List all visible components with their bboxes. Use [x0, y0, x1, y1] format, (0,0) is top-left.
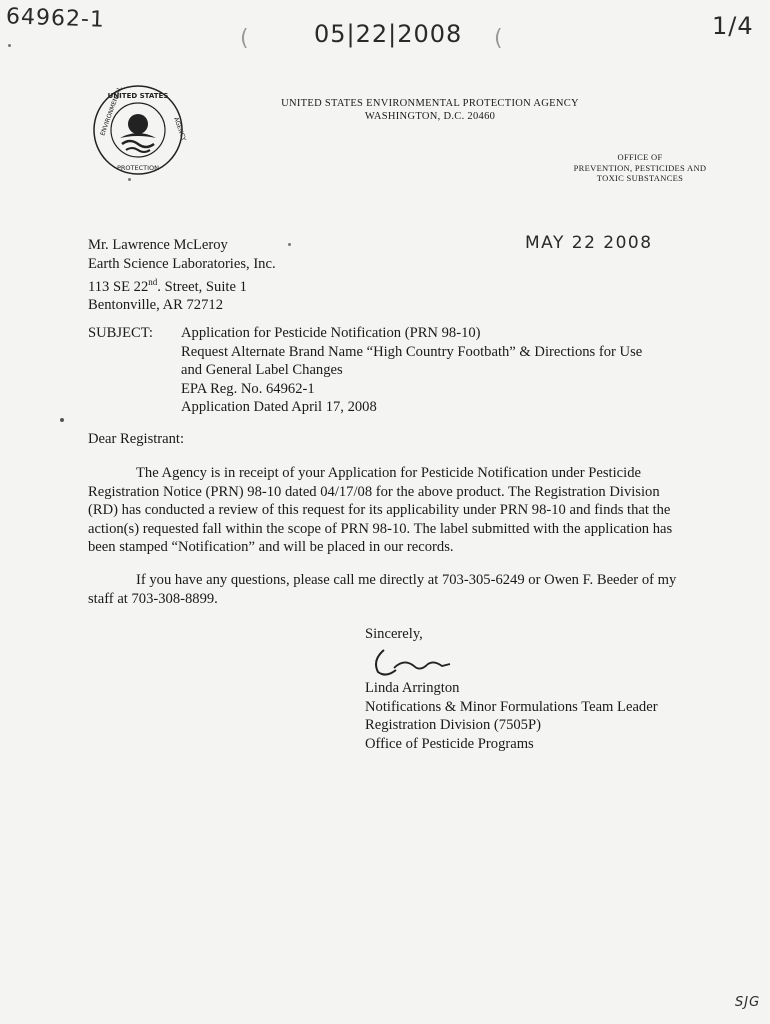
margin-mark — [60, 418, 64, 422]
subject-line: and General Label Changes — [181, 362, 343, 378]
signer-name: Linda Arrington — [365, 680, 460, 696]
paragraph-text: The Agency is in receipt of your Application for Pesticide Notification under Pesticide Registration Notice (PRN) 98-10 dated 04/17/08 for the above product. The Registration Division (RD) has conducted a review of this request for its applicability under PRN 98-10 and finds that the action(s) requested fall within the scope of PRN 98-10. The label submitted with the application has been stamped “Notification” and will be placed in our records. — [88, 465, 673, 555]
office-line: OFFICE OF — [617, 152, 663, 162]
svg-text:AGENCY: AGENCY — [172, 116, 188, 142]
recipient-name: Mr. Lawrence McLeroy — [88, 237, 228, 253]
signer-title: Notifications & Minor Formulations Team Leader — [365, 698, 658, 715]
received-date-stamp: MAY 22 2008 — [525, 233, 653, 253]
closing: Sincerely, — [365, 626, 423, 642]
signer-block — [365, 679, 658, 753]
handwritten-page-count: 1/4 — [712, 12, 754, 40]
office-header — [565, 152, 715, 184]
signer-division: Registration Division (7505P) — [365, 717, 541, 733]
scan-speck — [128, 178, 131, 181]
agency-header — [250, 97, 610, 123]
paragraph-text: If you have any questions, please call me directly at 703-305-6249 or Owen F. Beeder of my staff at 703-308-8899. — [88, 572, 677, 607]
faint-bracket-left: ( — [240, 26, 249, 51]
epa-seal-icon — [92, 84, 188, 176]
scan-speck — [288, 243, 291, 246]
recipient-company: Earth Science Laboratories, Inc. — [88, 255, 276, 272]
svg-text:PROTECTION: PROTECTION — [116, 164, 160, 172]
faint-bracket-right: ( — [494, 26, 503, 51]
subject-line: Request Alternate Brand Name “High Country Footbath” & Directions for Use — [181, 343, 643, 360]
agency-name: UNITED STATES ENVIRONMENTAL PROTECTION AGENCY — [281, 98, 579, 109]
subject-line: Application Dated April 17, 2008 — [181, 399, 377, 415]
body-paragraph-1 — [88, 464, 680, 557]
salutation: Dear Registrant: — [88, 431, 185, 447]
svg-text:UNITED STATES: UNITED STATES — [107, 92, 169, 100]
signature-image — [370, 644, 460, 680]
scan-speck — [8, 44, 11, 47]
handwritten-reg-number: 64962-1 — [5, 4, 106, 33]
recipient-address — [88, 236, 276, 315]
recipient-city: Bentonville, AR 72712 — [88, 297, 223, 314]
handwritten-date: 05|22|2008 — [314, 20, 463, 48]
subject-label: SUBJECT: — [88, 325, 153, 341]
agency-city: WASHINGTON, D.C. 20460 — [364, 111, 496, 122]
office-line: TOXIC SUBSTANCES — [596, 173, 684, 183]
subject-block — [181, 324, 642, 417]
subject-line: Application for Pesticide Notification (PRN 98-10) — [181, 325, 481, 341]
handwritten-initials: SJG — [735, 995, 761, 1010]
recipient-street: 113 SE 22nd. Street, Suite 1 — [88, 277, 247, 295]
svg-text:ENVIRONMENTAL: ENVIRONMENTAL — [99, 85, 124, 137]
subject-line: EPA Reg. No. 64962-1 — [181, 380, 315, 397]
body-paragraph-2 — [88, 571, 688, 608]
signer-office: Office of Pesticide Programs — [365, 735, 534, 752]
office-line: PREVENTION, PESTICIDES AND — [573, 162, 707, 173]
